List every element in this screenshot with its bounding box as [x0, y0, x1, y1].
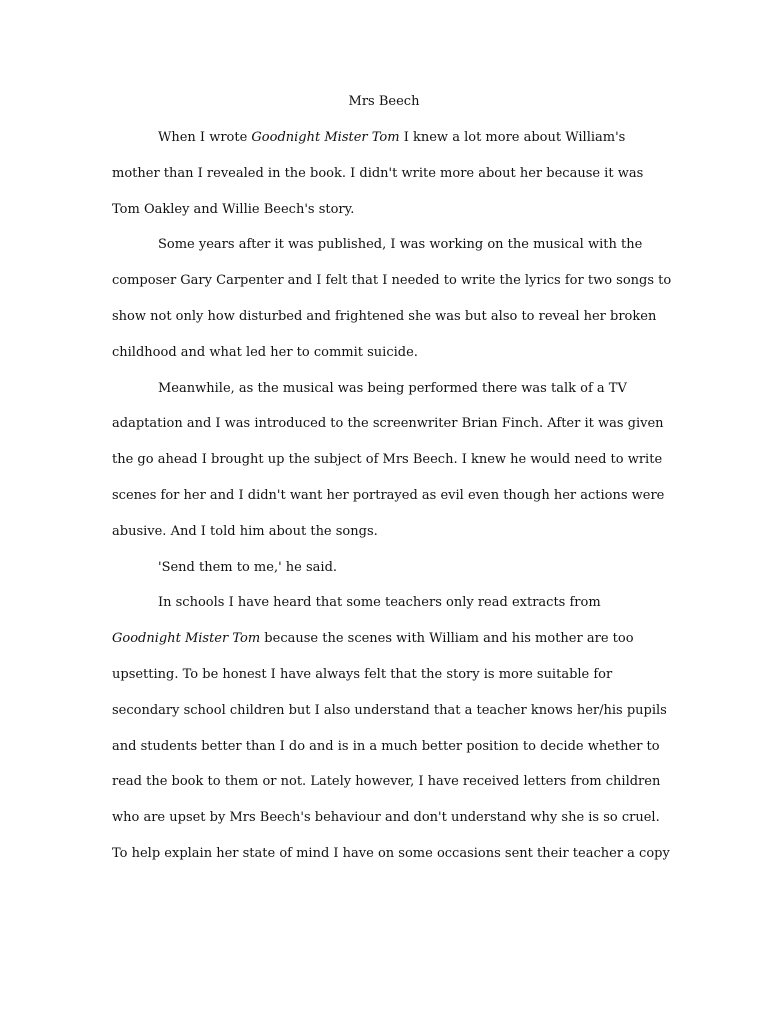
text-line	[112, 164, 672, 200]
text-segment: abusive. And I told him about the songs.	[112, 523, 378, 539]
text-segment: I knew a lot more about William's	[399, 130, 626, 145]
text-line	[112, 450, 672, 486]
text-segment: and students better than I do and is in a much better position to decide whether to	[112, 738, 660, 754]
text-segment: 'Send them to me,' he said.	[158, 559, 338, 575]
text-segment: Tom Oakley and Willie Beech's story.	[112, 201, 355, 217]
text-segment: In schools I have heard that some teachers only read extracts from	[158, 595, 601, 611]
text-segment: Some years after it was published, I was working on the musical with the	[158, 237, 643, 253]
text-line	[112, 307, 672, 343]
text-segment: When I wrote	[158, 130, 252, 145]
text-line	[112, 558, 672, 594]
text-line	[112, 665, 672, 701]
text-segment: childhood and what led her to commit suicide.	[112, 344, 418, 360]
text-segment: upsetting. To be honest I have always felt that the story is more suitable for	[112, 666, 613, 682]
text-line	[112, 379, 672, 415]
text-segment: scenes for her and I didn't want her portrayed as evil even though her actions were	[112, 487, 665, 503]
text-segment: who are upset by Mrs Beech's behaviour and don't understand why she is so cruel.	[112, 810, 660, 826]
text-segment: adaptation and I was introduced to the screenwriter Brian Finch. After it was given	[112, 416, 664, 432]
document-body	[112, 128, 672, 880]
text-line	[112, 593, 672, 629]
book-title-text: Goodnight Mister Tom	[251, 130, 400, 145]
text-line	[112, 808, 672, 844]
text-segment: because the scenes with William and his mother are too	[260, 631, 634, 647]
text-line	[112, 414, 672, 450]
text-line	[112, 200, 672, 236]
text-segment: read the book to them or not. Lately however, I have received letters from children	[112, 774, 661, 790]
text-line	[112, 486, 672, 522]
text-segment: show not only how disturbed and frightened she was but also to reveal her broken	[112, 308, 657, 324]
text-line	[112, 271, 672, 307]
text-line	[112, 235, 672, 271]
text-line	[112, 128, 672, 164]
text-line	[112, 737, 672, 773]
text-line	[112, 343, 672, 379]
text-line	[112, 844, 672, 880]
text-line	[112, 772, 672, 808]
document-title: Mrs Beech	[348, 94, 420, 109]
text-line	[112, 701, 672, 737]
text-line	[112, 629, 672, 665]
text-segment: the go ahead I brought up the subject of Mrs Beech. I knew he would need to write	[112, 452, 663, 468]
text-segment: To help explain her state of mind I have on some occasions sent their teacher a copy	[112, 845, 670, 861]
text-segment: Meanwhile, as the musical was being performed there was talk of a TV	[158, 380, 627, 396]
text-segment: secondary school children but I also understand that a teacher knows her/his pupils	[112, 702, 667, 718]
text-line	[112, 522, 672, 558]
text-segment: mother than I revealed in the book. I didn't write more about her because it was	[112, 165, 644, 181]
text-segment: composer Gary Carpenter and I felt that I needed to write the lyrics for two songs to	[112, 273, 672, 289]
book-title-text: Goodnight Mister Tom	[112, 631, 261, 647]
